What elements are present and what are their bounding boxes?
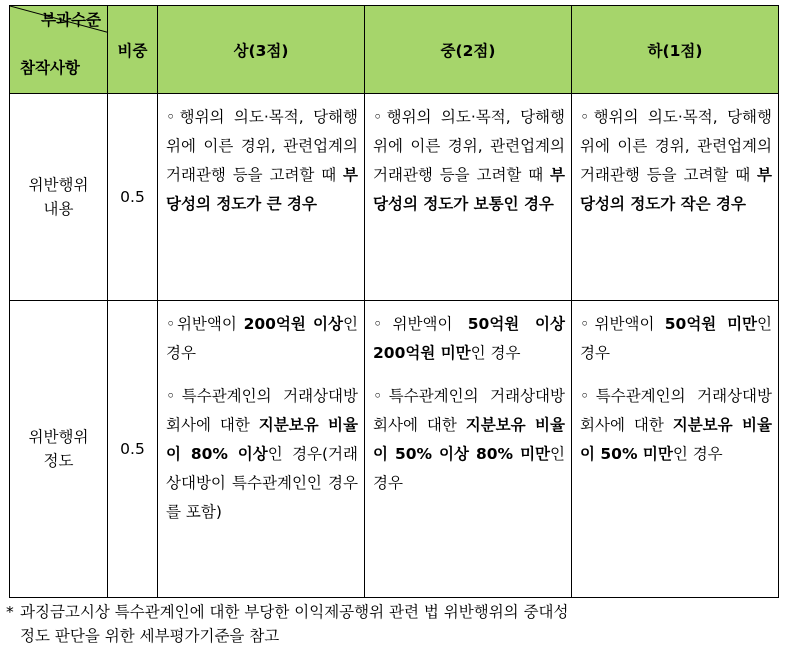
criteria-text: ◦특수관계인의 거래상대방 회사에 대한 bbox=[166, 387, 358, 434]
evaluation-criteria-table bbox=[9, 5, 779, 598]
weight-value: 0.5 bbox=[108, 301, 158, 598]
criteria-item bbox=[373, 310, 565, 368]
weight-header: 비중 bbox=[108, 6, 158, 94]
criteria-emphasis: 50억원 이상 200억원 미만 bbox=[373, 315, 565, 362]
footnote bbox=[6, 600, 781, 648]
mid-level-header: 중(2점) bbox=[365, 6, 572, 94]
row-label bbox=[10, 94, 108, 301]
table-row-degree bbox=[10, 301, 779, 598]
table-row-content bbox=[10, 94, 779, 301]
criteria-emphasis: 지분보유 비율이 80% 이상 bbox=[166, 416, 358, 463]
criteria-text: 인 경우 bbox=[580, 315, 773, 362]
criteria-cell-low bbox=[572, 301, 779, 598]
criteria-cell-high bbox=[158, 94, 365, 301]
level-header: 부과수준 bbox=[41, 11, 101, 29]
criteria-item bbox=[580, 382, 772, 469]
criteria-cell-mid bbox=[365, 94, 572, 301]
criteria-text: ◦특수관계인의 거래상대방 회사에 대한 bbox=[580, 387, 772, 434]
low-level-header: 하(1점) bbox=[572, 6, 779, 94]
diagonal-header-cell bbox=[10, 6, 108, 94]
criteria-emphasis: 지분보유 비율이 50% 미만 bbox=[580, 416, 772, 463]
footnote-line2: 정도 판단을 위한 세부평가기준을 참고 bbox=[20, 627, 280, 645]
weight-value: 0.5 bbox=[108, 94, 158, 301]
criteria-text: 인 경우 bbox=[166, 315, 358, 362]
criteria-text: 인 경우 bbox=[672, 445, 723, 463]
criteria-item bbox=[166, 103, 358, 219]
criteria-text: ◦위반액이 bbox=[166, 315, 244, 333]
header-row bbox=[10, 6, 779, 94]
criteria-item bbox=[373, 382, 565, 498]
criteria-item bbox=[166, 310, 358, 368]
footnote-mark: * bbox=[6, 603, 14, 621]
criteria-text: 인 경우 bbox=[373, 445, 565, 492]
criteria-item bbox=[580, 103, 772, 219]
criteria-text: ◦특수관계인의 거래상대방 회사에 대한 bbox=[373, 387, 565, 434]
criteria-text: 인 경우 bbox=[470, 344, 521, 362]
criteria-emphasis: 200억원 이상 bbox=[243, 315, 344, 333]
criteria-cell-low bbox=[572, 94, 779, 301]
criteria-text: ◦위반액이 bbox=[373, 315, 468, 333]
criteria-text: ◦행위의 의도·목적, 당해행위에 이른 경위, 관련업계의 거래관행 등을 고려할 때 bbox=[373, 108, 565, 184]
criteria-item bbox=[373, 103, 565, 219]
criteria-text: 인 경우(거래상대방이 특수관계인인 경우를 포함) bbox=[166, 445, 359, 521]
criteria-text: ◦위반액이 bbox=[580, 315, 665, 333]
row-label-line1: 위반행위 bbox=[28, 428, 89, 446]
high-level-header: 상(3점) bbox=[158, 6, 365, 94]
factor-header: 참작사항 bbox=[20, 59, 80, 77]
criteria-emphasis: 50억원 미만 bbox=[664, 315, 758, 333]
criteria-emphasis: 부당성의 정도가 작은 경우 bbox=[580, 166, 772, 213]
row-label-line2: 정도 bbox=[43, 452, 74, 470]
criteria-cell-high bbox=[158, 301, 365, 598]
criteria-emphasis: 지분보유 비율이 50% 이상 80% 미만 bbox=[373, 416, 565, 463]
row-label-line1: 위반행위 bbox=[28, 176, 89, 194]
criteria-cell-mid bbox=[365, 301, 572, 598]
criteria-item bbox=[166, 382, 358, 527]
criteria-emphasis: 부당성의 정도가 보통인 경우 bbox=[373, 166, 565, 213]
criteria-text: ◦행위의 의도·목적, 당해행위에 이른 경위, 관련업계의 거래관행 등을 고려할 때 bbox=[166, 108, 358, 184]
criteria-text: ◦행위의 의도·목적, 당해행위에 이른 경위, 관련업계의 거래관행 등을 고려할 때 bbox=[580, 108, 772, 184]
criteria-item bbox=[580, 310, 772, 368]
row-label bbox=[10, 301, 108, 598]
footnote-line1: 과징금고시상 특수관계인에 대한 부당한 이익제공행위 관련 법 위반행위의 중대성 bbox=[20, 603, 569, 621]
criteria-emphasis: 부당성의 정도가 큰 경우 bbox=[166, 166, 358, 213]
row-label-line2: 내용 bbox=[43, 200, 74, 218]
